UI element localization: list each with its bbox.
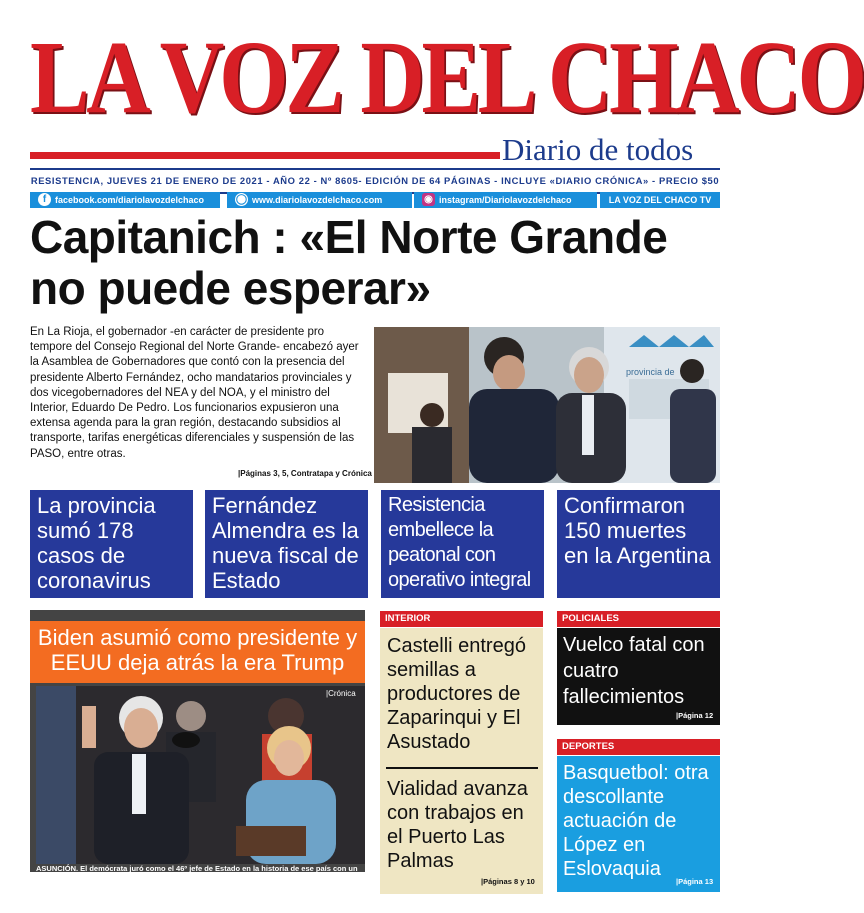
social-bar (30, 192, 720, 208)
lead-pages: |Páginas 3, 5, Contratapa y Crónica (238, 469, 372, 478)
section-tag-deportes: DEPORTES (557, 739, 720, 755)
deportes-story[interactable]: Basquetbol: otra descollante actuación de López en Eslovaquia (563, 762, 709, 880)
lead-body: En La Rioja, el gobernador -en carácter de presidente pro tempore del Consejo Regional del Norte Grande- encabezó ayer la Asamblea de Gobernadores que contó con la presencia del presidente Alberto Fernández, ocho mandatarios provinciales y dos vicegobernadores del NEA y del NOA, y el ministro del Interior, Eduardo De Pedro. Los funcionarios expusieron una extensa agenda para la gran región, destacando subsidios al transporte, tarifas energéticas diferenciales y suspensión de las PASO, entre otras. (30, 326, 359, 460)
lead-headline: Capitanich : «El Norte Grande no puede esperar» (30, 211, 668, 314)
section-tag-policiales: POLICIALES (557, 611, 720, 627)
deportes-page: |Página 13 (676, 877, 714, 886)
interior-story-castelli[interactable]: Castelli entregó semillas a productores de Zaparinqui y El Asustado (387, 635, 526, 753)
instagram-icon: ◉ (422, 193, 435, 206)
story-box-muertes[interactable]: Confirmaron 150 muertes en la Argentina (557, 490, 720, 598)
lead-photo-illustration (374, 327, 720, 483)
biden-caption: ASUNCIÓN. El demócrata juró como el 46º jefe de Estado en la historia de ese país con un discurso de unidad nacional, reconciliación y esperanza. (36, 864, 358, 883)
biden-credit: |Crónica (326, 689, 356, 698)
lead-photo (374, 327, 720, 483)
facebook-link[interactable] (30, 192, 220, 208)
web-label: www.diariolavozdelchaco.com (252, 195, 383, 205)
facebook-label: facebook.com/diariolavozdelchaco (55, 195, 205, 205)
biden-photo (36, 686, 365, 864)
biden-headline[interactable]: Biden asumió como presidente y EEUU deja atrás la era Trump (30, 621, 365, 683)
lead-photo-sign: provincia de (626, 367, 675, 377)
interior-divider (386, 767, 538, 769)
masthead-red-rule (30, 152, 500, 159)
policiales-page: |Página 12 (676, 711, 714, 720)
story-box-peatonal[interactable]: Resistencia embellece la peatonal con operativo integral (381, 490, 544, 598)
facebook-icon: f (38, 193, 51, 206)
masthead-title: LA VOZ DEL CHACO (30, 20, 864, 135)
biden-photo-illustration (36, 686, 365, 864)
interior-pages: |Páginas 8 y 10 (481, 877, 535, 886)
instagram-link[interactable] (414, 192, 597, 208)
instagram-label: instagram/Diariolavozdelchaco (439, 195, 572, 205)
web-link[interactable] (227, 192, 412, 208)
dateline: RESISTENCIA, JUEVES 21 DE ENERO DE 2021 - AÑO 22 - Nº 8605- EDICIÓN DE 64 PÁGINAS - INCLUYE «DIARIO CRÓNICA» - PRECIO $50 (30, 168, 720, 194)
story-box-coronavirus[interactable]: La provincia sumó 178 casos de coronavirus (30, 490, 193, 598)
section-tag-interior: INTERIOR (380, 611, 543, 627)
tv-label: LA VOZ DEL CHACO TV (608, 195, 712, 205)
masthead-tagline: Diario de todos (502, 132, 694, 167)
story-box-fiscal[interactable]: Fernández Almendra es la nueva fiscal de Estado (205, 490, 368, 598)
globe-icon: ◯ (235, 194, 248, 205)
tv-link[interactable] (600, 192, 720, 208)
policiales-story[interactable]: Vuelco fatal con cuatro fallecimientos (563, 634, 705, 708)
interior-story-vialidad[interactable]: Vialidad avanza con trabajos en el Puerto Las Palmas (387, 778, 528, 872)
